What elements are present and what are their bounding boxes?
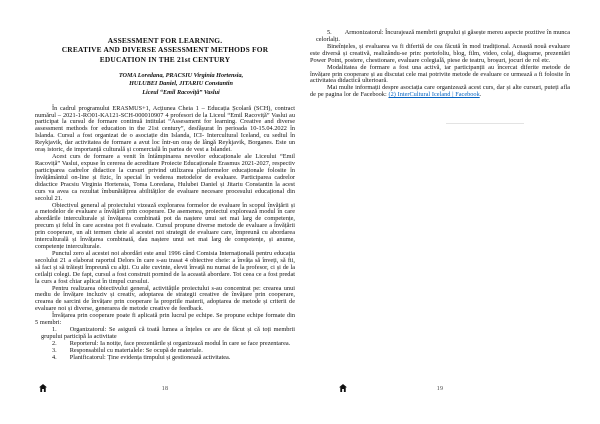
authors-line-2: HULUBEI Daniel, JITARIU Constantin [129,80,233,88]
paragraph-new-evaluation: Bineînțeles, și evaluarea va fi diferită de cea făcută în mod tradițional. Această nouă evaluare este diversă și creativă, realizându-se prin: portofoliu, blog, film, video, colaj, diagrame, prezentări Power Point, postere, chestionare, evaluare colegială, piese de teatru, broșuri, jocuri de rol etc. [310,42,570,64]
role-number: 3. [52,346,57,354]
role-number: 1. [52,326,57,334]
list-item-role-1 [35,327,295,341]
paragraph-team-intro: Învățarea prin cooperare poate fi aplicată prin lucrul pe echipe. Se propune echipe formate din 5 membri: [35,312,295,327]
role-number: 5. [327,29,332,36]
facebook-info-text: Mai multe informații despre asociația care organizează acest curs, dar și alte cursuri, puteți afla de pe pagina lor de Facebook: [310,84,570,99]
role-number: 4. [52,353,57,361]
divider-line [446,123,524,124]
role-text: Planificatorul: Ține evidența timpului și gestionează activitatea. [69,353,231,361]
page-18-footer [0,382,300,396]
page-number: 18 [161,386,169,392]
facebook-info-period: . [479,91,482,99]
role-text: Responsabilul cu materialele: Se ocupă de materiale. [69,346,203,354]
paragraph-school-needs: Acest curs de formare a venit în întâmpinarea nevoilor educaționale ale Liceului “Emil Racoviță” Vaslui, expuse în cererea de acreditare Proiecte Educaționale Erasmus 2021-2027, respectiv participarea cadrelor didactice la cursuri privind utilizarea platformelor educaționale folosite în învățământul on-line și fizic, în special în vederea metodelor de evaluare. Participarea cadrelor didactice Pracsiu Virginia Hortensia, Toma Loredana, Hulubei Daniel și Jitariu Constantin la acest curs va avea ca rezultat îmbunătățirea abilităților de evaluare necesare procesului educațional din secolul 21. [35,153,295,202]
paragraph-delors-report: Punctul zero al acestei noi abordări este anul 1996 când Comisia Internațională pentru educația secolului 21 a elaborat raportul Delors în care s-au trasat 4 obiective cheie: a învăța să înveți, să fii, să faci și să trăiești împreună cu alții. Cu alte cuvinte, elevii învață nu numai de la profesor, ci și de la ceilalți colegi. De fapt, cursul a fost construit pornind de la această abordare. Tot ceea ce a fost predat la curs a fost chiar aplicat în timpul cursului. [35,249,295,285]
page-19 [300,0,600,424]
page-19-footer [300,382,600,396]
list-item-role-5 [310,30,570,44]
role-text: Organizatorul: Se asigură că toată lumea a înțeles ce are de făcut și că toți membrii grupului participă la activitate [41,326,295,341]
paragraph-erasmus-intro: În cadrul programului ERASMUS+1, Acțiunea Cheia 1 – Educația Școlară (SCH), contract numărul – 2021-1-RO01-KA121-SCH-000010907 4 profesori de la Liceul “Emil Racoviță” Vaslui au participat la cursul de formare continuă intitulat “Assessment for learning. Creative and diverse assessment methods for education in the 21st century”, desfășurat în perioada 10-15.04.2022 în Islanda. Cursul a fost organizat de o asociație din Islanda, ICI- Intercultural Iceland, cu sediul în Reykjavik, dar activitatea de formare a avut loc într-un oraș de lângă Reykjavik, Borganes. Este un oraș istoric, de importanță culturală și comercială în partea de vest a Islandei. [35,104,295,154]
article-title-line-2: CREATIVE AND DIVERSE ASSESSMENT METHODS FOR [61,45,269,55]
facebook-link[interactable]: (2) InterCultural Iceland | Facebook [388,91,480,99]
article-title-line-1: ASSESSMENT FOR LEARNING. [107,36,223,45]
authors-line-1: TOMA Loredana, PRACSIU Virginia Hortensia, [118,72,244,80]
paragraph-project-activities: Pentru realizarea obiectivului general, activitățile proiectului s-au concentrat pe: crearea unui mediu de învățare incluziv și creativ, adoptarea de strategii creative de învățare prin cooperare, crearea de sarcini de învățare prin cooperare la propriile materii, adoptarea de metode și criterii de evaluare noi și diverse, generarea de metode creative de feedback. [35,284,295,313]
authors-affiliation: Liceul “Emil Racoviță” Vaslui [142,88,220,96]
paragraph-facebook-info [310,85,570,99]
article-title [35,36,295,64]
page-19-content [300,0,600,99]
paragraph-general-objective: Obiectivul general al proiectului vizează explorarea formelor de evaluare în scopul învățării și a metodelor de evaluare a învățării prin cooperare. De asemenea, proiectul explorează modul în care abordările interculturale și învățarea combinată pot da naștere unui set mai larg de competențe, precum și felul în care acestea pot fi evaluate. Cursul propune diverse metode de evaluare a învățării prin cooperare, un alt termen cheie al acestei noi strategii de evaluare care, împreună cu abordarea interculturală și învățarea combinată, dau naștere unui set mai larg de competențe, și anume, competențe interculturale. [35,201,295,251]
role-number: 2. [52,339,57,347]
list-item-role-4 [35,355,295,362]
article-title-line-3: EDUCATION IN THE 21st CENTURY [99,54,231,64]
role-text: Armonizatorul: Încurajează membrii grupului și găsește mereu aspecte pozitive în munca celorlalți. [316,29,570,43]
role-text: Reporterul: Ia notițe, face prezentările și organizează modul în care se face prezentarea. [69,339,291,347]
paragraph-training-mode: Modalitatea de formare a fost una activă, iar participanții au încercat diferite metode de învățare prin cooperare și au discutat cele mai potrivite metode de evaluare ce urmează a fi folosite în activitatea didactică ulterioară. [310,63,570,85]
page-18-content [0,0,300,362]
authors-block [95,72,267,96]
page-number: 19 [436,386,444,392]
